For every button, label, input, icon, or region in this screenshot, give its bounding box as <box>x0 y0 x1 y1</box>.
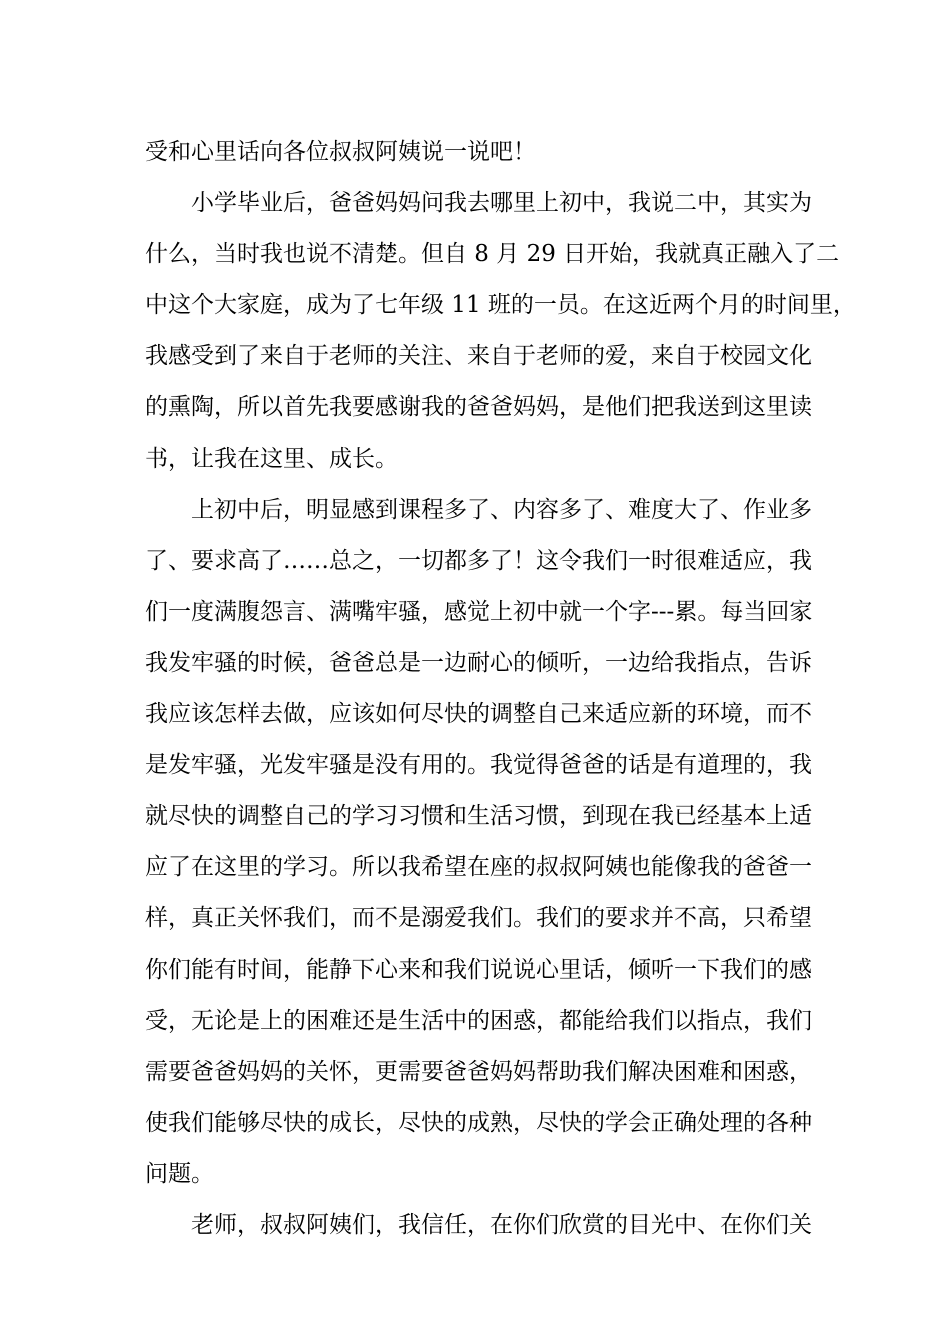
text-line: 就尽快的调整自己的学习习惯和生活习惯，到现在我已经基本上适 <box>145 803 812 830</box>
text-line: 是发牢骚，光发牢骚是没有用的。我觉得爸爸的话是有道理的，我 <box>145 752 812 779</box>
text-line: 小学毕业后，爸爸妈妈问我去哪里上初中，我说二中，其实为 <box>191 190 812 217</box>
text-line: 了、要求高了……总之，一切都多了！这令我们一时很难适应，我 <box>145 547 812 574</box>
text-line: 老师，叔叔阿姨们，我信任，在你们欣赏的目光中、在你们关 <box>191 1211 812 1238</box>
text-line: 需要爸爸妈妈的关怀，更需要爸爸妈妈帮助我们解决困难和困惑， <box>145 1058 812 1085</box>
text-line: 我感受到了来自于老师的关注、来自于老师的爱，来自于校园文化 <box>145 343 812 370</box>
text-line: 们一度满腹怨言、满嘴牢骚，感觉上初中就一个字---累。每当回家 <box>145 598 813 625</box>
text-line: 受，无论是上的困难还是生活中的困惑，都能给我们以指点，我们 <box>145 1007 812 1034</box>
body-text <box>145 127 856 1251</box>
text-line: 我应该怎样去做，应该如何尽快的调整自己来适应新的环境，而不 <box>145 701 812 728</box>
text-line: 问题。 <box>145 1160 214 1187</box>
text-line: 我发牢骚的时候，爸爸总是一边耐心的倾听，一边给我指点，告诉 <box>145 649 812 676</box>
text-line: 受和心里话向各位叔叔阿姨说一说吧！ <box>145 139 536 165</box>
text-line: 应了在这里的学习。所以我希望在座的叔叔阿姨也能像我的爸爸一 <box>145 854 812 881</box>
text-line: 样，真正关怀我们，而不是溺爱我们。我们的要求并不高，只希望 <box>145 905 812 932</box>
text-line: 书，让我在这里、成长。 <box>145 445 398 472</box>
text-line: 上初中后，明显感到课程多了、内容多了、难度大了、作业多 <box>191 496 812 523</box>
text-line: 中这个大家庭，成为了七年级 11 班的一员。在这近两个月的时间里， <box>145 292 856 319</box>
text-line: 你们能有时间，能静下心来和我们说说心里话，倾听一下我们的感 <box>145 956 812 983</box>
text-line: 什么，当时我也说不清楚。但自 8 月 29 日开始，我就真正融入了二 <box>145 241 840 268</box>
text-line: 的熏陶，所以首先我要感谢我的爸爸妈妈，是他们把我送到这里读 <box>145 394 812 421</box>
text-line: 使我们能够尽快的成长，尽快的成熟，尽快的学会正确处理的各种 <box>145 1109 812 1136</box>
